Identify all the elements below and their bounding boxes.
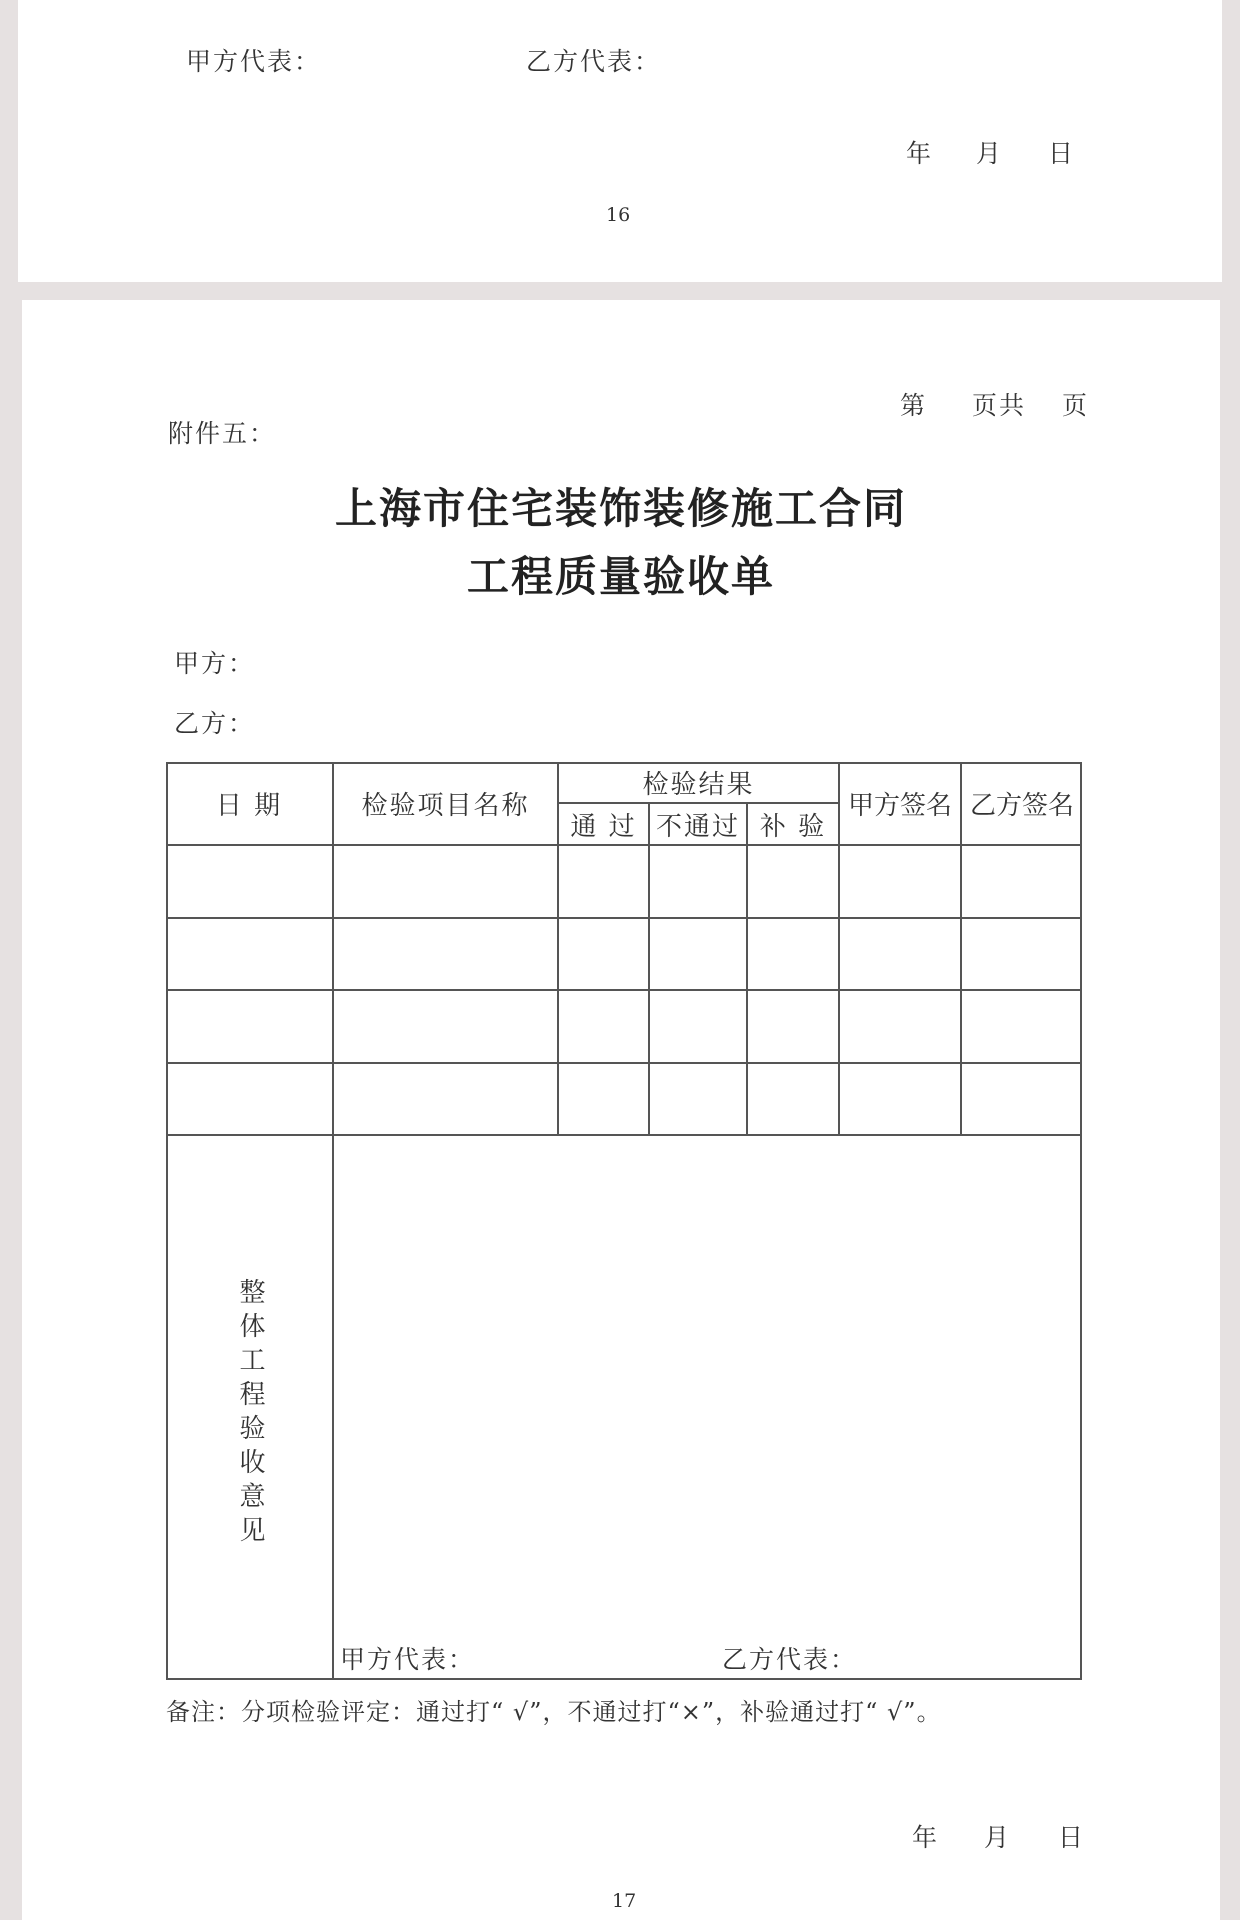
header-pass: 通 过: [570, 811, 637, 842]
form-subtitle: 工程质量验收单: [466, 552, 775, 601]
party-b-representative-label: 乙方代表：: [526, 47, 662, 76]
page-counter-mid: 页共: [972, 391, 1027, 420]
date-month-label: 月: [976, 139, 1004, 168]
page-counter-suffix: 页: [1062, 391, 1090, 420]
header-party-a-signature: 甲方签名: [847, 790, 952, 821]
header-recheck: 补 验: [759, 811, 827, 842]
remark-note: 备注：分项检验评定：通过打“ √”，不通过打“×”，补验通过打“ √”。: [166, 1698, 942, 1726]
header-bottom-line: [166, 844, 1082, 846]
date-year-label: 年: [906, 139, 934, 168]
overall-party-b-rep: 乙方代表：: [722, 1645, 858, 1674]
header-party-b-signature: 乙方签名: [969, 790, 1074, 821]
row-line-1: [166, 917, 1082, 919]
col-divider-fail: [746, 802, 748, 1136]
party-b-label: 乙方：: [174, 709, 256, 738]
previous-page: [18, 0, 1222, 282]
row-line-2: [166, 989, 1082, 991]
inspection-table: [166, 762, 1082, 1680]
party-a-representative-label: 甲方代表：: [186, 47, 322, 76]
form-title: 上海市住宅装饰装修施工合同: [334, 484, 907, 533]
attachment-label: 附件五：: [168, 419, 277, 448]
header-result: 检验结果: [642, 769, 755, 800]
page-number: 17: [612, 1890, 637, 1912]
col-divider-date: [332, 762, 334, 1680]
overall-acceptance-label: 整体工程验收意见: [235, 1278, 265, 1550]
party-a-label: 甲方：: [174, 649, 256, 678]
date-year-label: 年: [912, 1823, 940, 1852]
acceptance-form-page: [22, 300, 1220, 1920]
header-item-name: 检验项目名称: [361, 790, 530, 821]
row-line-3: [166, 1062, 1082, 1064]
header-date: 日 期: [215, 790, 283, 821]
table-border: [166, 762, 1082, 1680]
row-line-4: [166, 1134, 1082, 1136]
page-number: 16: [606, 204, 631, 226]
page-counter-prefix: 第: [900, 391, 928, 420]
overall-party-a-rep: 甲方代表：: [340, 1645, 476, 1674]
header-fail: 不通过: [655, 811, 740, 842]
date-day-label: 日: [1058, 1823, 1086, 1852]
date-day-label: 日: [1048, 139, 1076, 168]
col-divider-pass: [648, 802, 650, 1136]
date-month-label: 月: [984, 1823, 1012, 1852]
